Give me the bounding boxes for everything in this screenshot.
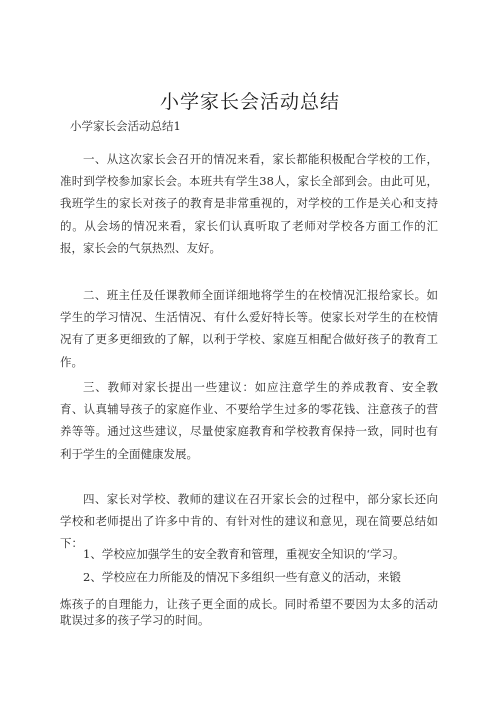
list-item-2: 2、学校应在力所能及的情况下多组织一些有意义的活动，来锻 (83, 570, 401, 584)
list-item-1: 1、学校应加强学生的安全教育和管理，重视安全知识的‘学习。 (83, 547, 405, 561)
paragraph-3: 三、教师对家长提出一些建议：如应注意学生的养成教育、安全教育、认真辅导孩子的家庭作业、不要给学生过多的零花钱、注意孩子的营养等等。通过这些建议，尽量使家庭教育和学校教育保持一致，同时也有利于学生的全面健康发展。 (60, 380, 438, 461)
page-title: 小学家长会活动总结 (159, 91, 340, 113)
paragraph-2: 二、班主任及任课教师全面详细地将学生的在校情况汇报给家长。如学生的学习情况、生活情况、有什么爱好特长等。使家长对学生的在校情况有了更多更细致的了解，以利于学校、家庭互相配合做好孩子的教育工作。 (60, 288, 438, 369)
document-subtitle: 小学家长会活动总结1 (70, 119, 181, 133)
paragraph-4: 四、家长对学校、教师的建议在召开家长会的过程中，部分家长还向学校和老师提出了许多中肯的、有针对性的建议和意见，现在简要总结如下： (60, 492, 438, 551)
paragraph-1: 一、从这次家长会召开的情况来看，家长都能积极配合学校的工作，准时到学校参加家长会。本班共有学生38人，家长全部到会。由此可见，我班学生的家长对孩子的教育是非常重视的，对学校的工作是关心和支持的。从会场的情况来看，家长们认真听取了老师对学校各方面工作的汇报，家长会的气氛热烈、友好。 (60, 152, 438, 255)
list-item-2-continued: 炼孩子的自理能力，让孩子更全面的成长。同时希望不要因为太多的活动耽误过多的孩子学习的时间。 (60, 597, 438, 627)
